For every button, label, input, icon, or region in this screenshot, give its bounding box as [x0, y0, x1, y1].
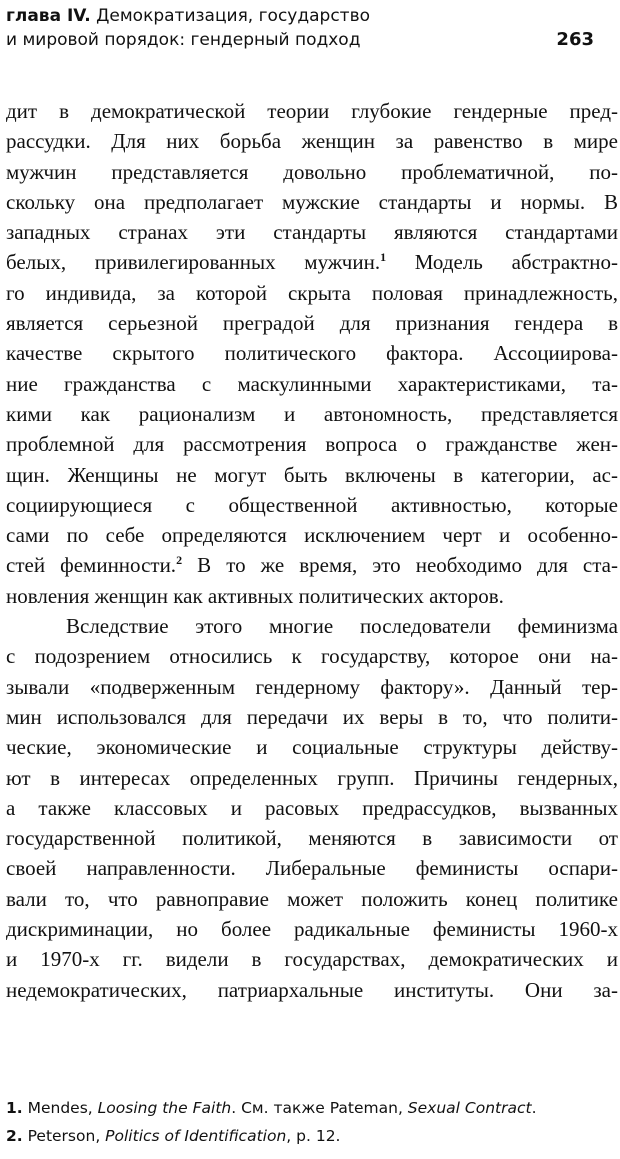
running-head-line-1 — [6, 4, 526, 28]
text-line: новления женщин как активных политических акторов. — [6, 583, 504, 608]
body-text — [6, 96, 618, 1005]
footnote-2 — [6, 1122, 618, 1150]
text-line: вали то, что равноправие может положить конец политике — [6, 886, 618, 911]
footnote-author: Mendes, — [22, 1099, 98, 1117]
text-line: а также классовых и расовых предрассудков, вызванных — [6, 795, 618, 820]
footnote-text: , p. 12. — [286, 1127, 341, 1145]
footnote-text: . См. также Pateman, — [231, 1099, 408, 1117]
chapter-label: глава IV. — [6, 6, 91, 26]
footnote-author: Peterson, — [22, 1127, 106, 1145]
paragraph-start-line: Вследствие этого многие последователи феминизма — [66, 614, 618, 639]
text-line: и 1970-х гг. видели в государствах, демократических и — [6, 947, 618, 972]
running-head — [6, 4, 526, 52]
text-line: ют в интересах определенных групп. Причины гендерных, — [6, 765, 618, 790]
text-line: кими как рационализм и автономность, представляется — [6, 401, 618, 426]
text-fragment: стей феминности. — [6, 553, 177, 578]
footnote-title: Loosing the Faith — [97, 1099, 232, 1117]
text-line: го индивида, за которой скрыта половая принадлежность, — [6, 280, 618, 305]
text-line — [6, 247, 618, 277]
text-line: является серьезной преградой для признания гендера в — [6, 311, 618, 336]
text-line: щин. Женщины не могут быть включены в категории, ас- — [6, 462, 618, 487]
text-line: ние гражданства с маскулинными характеристиками, та- — [6, 371, 618, 396]
text-line: недемократических, патриархальные институты. Они за- — [6, 977, 618, 1002]
text-line: ческие, экономические и социальные структуры действу- — [6, 735, 618, 760]
footnote-ref: 1 — [380, 250, 387, 265]
text-line: сами по себе определяются исключением черт и особенно- — [6, 523, 618, 548]
text-line: своей направленности. Либеральные феминисты оспари- — [6, 856, 618, 881]
footnote-number: 1. — [6, 1099, 23, 1117]
text-line: мин использовался для передачи их веры в то, что полити- — [6, 704, 618, 729]
footnote-title: Politics of Identification — [105, 1127, 287, 1145]
footnote-1 — [6, 1094, 618, 1122]
footnote-title-2: Sexual Contract — [407, 1099, 532, 1117]
text-fragment: белых, привилегированных мужчин. — [6, 250, 381, 275]
text-line: западных странах эти стандарты являются стандартами — [6, 220, 618, 245]
text-fragment: Модель абстрактно- — [386, 250, 618, 275]
footnote-end: . — [531, 1099, 537, 1117]
text-line: рассудки. Для них борьба женщин за равенство в мире — [6, 129, 618, 154]
text-line: мужчин представляется довольно проблематичной, по- — [6, 159, 618, 184]
text-line — [6, 550, 618, 580]
text-line: дискриминации, но более радикальные феминисты 1960-х — [6, 917, 618, 942]
text-fragment: В то же время, это необходимо для ста- — [182, 553, 618, 578]
chapter-title-part-1: Демократизация, государство — [96, 6, 370, 26]
chapter-title-part-2: и мировой порядок: гендерный подход — [6, 30, 361, 50]
page-number: 263 — [556, 29, 594, 50]
text-line: качестве скрытого политического фактора. Ассоциирова- — [6, 341, 618, 366]
footnote-number: 2. — [6, 1127, 23, 1145]
text-line: скольку она предполагает мужские стандарты и нормы. В — [6, 189, 618, 214]
text-line: государственной политикой, меняются в зависимости от — [6, 826, 618, 851]
text-line: социирующиеся с общественной активностью, которые — [6, 492, 618, 517]
footnotes — [6, 1094, 618, 1150]
text-line: проблемной для рассмотрения вопроса о гражданстве жен- — [6, 432, 618, 457]
text-line: зывали «подверженным гендерному фактору». Данный тер- — [6, 674, 618, 699]
text-line: дит в демократической теории глубокие гендерные пред- — [6, 99, 618, 123]
text-line: с подозрением относились к государству, которое они на- — [6, 644, 618, 669]
footnote-ref: 2 — [176, 553, 183, 568]
